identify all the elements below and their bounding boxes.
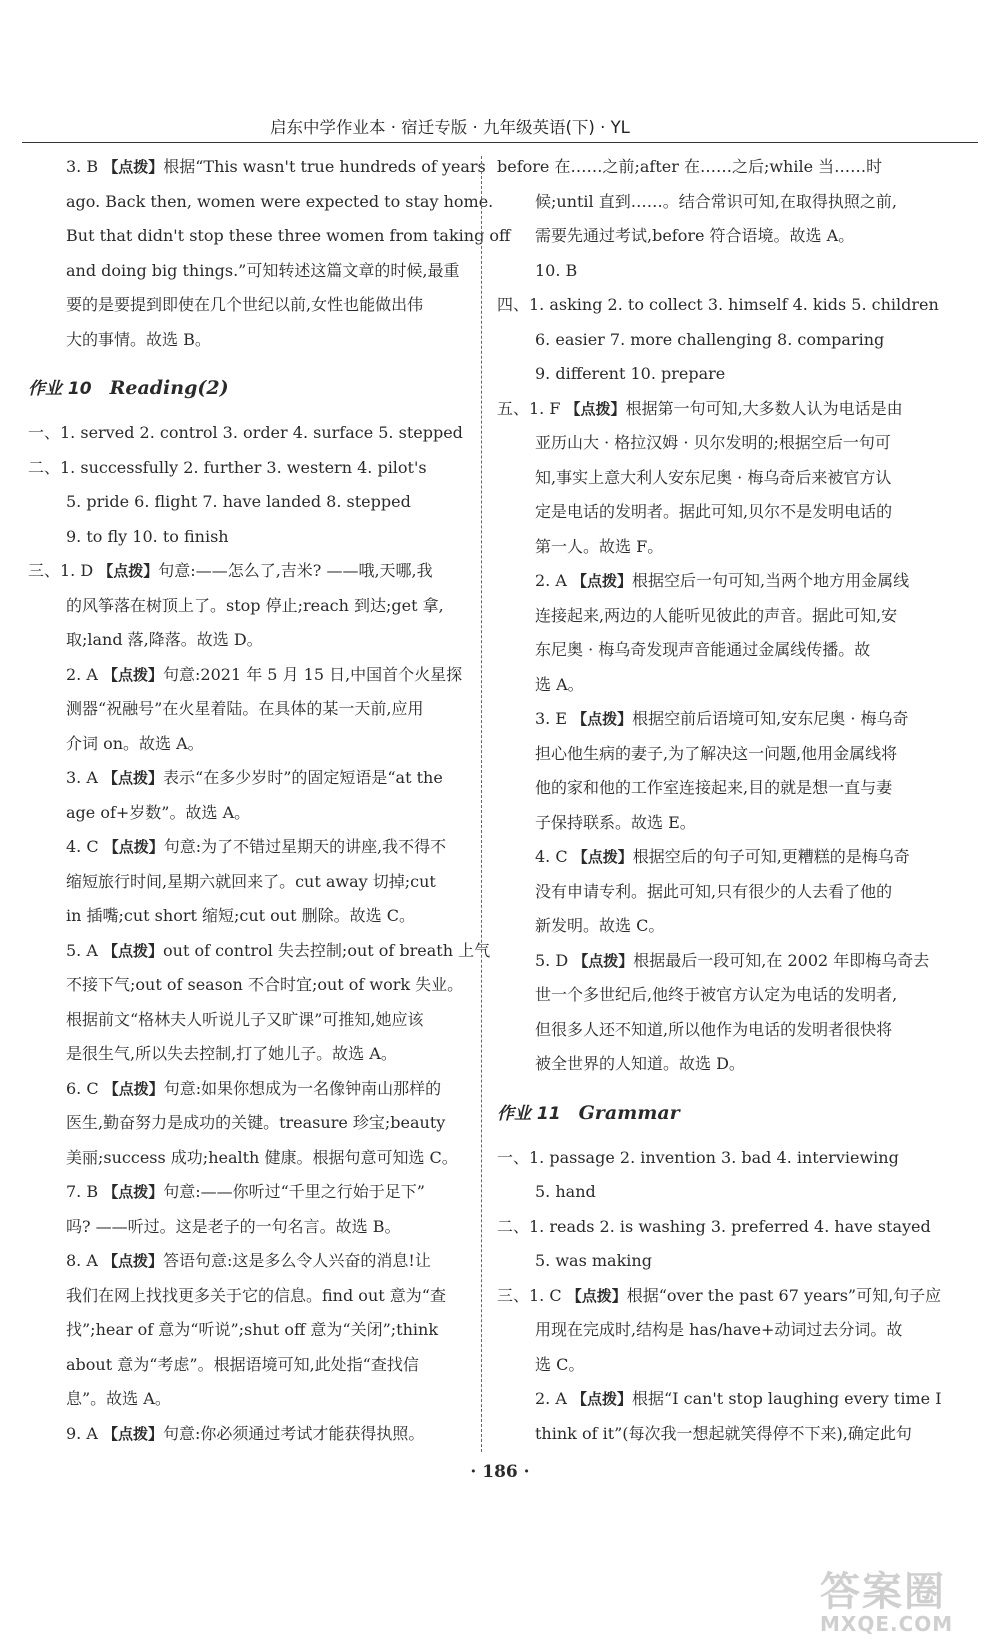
section-heading [28,371,468,406]
text-line: 子保持联系。故选 E。 [535,812,696,832]
book-title: 启东中学作业本 · 宿迁专版 · 九年级英语(下) · YL [270,118,630,137]
text-line: 5. pride 6. flight 7. have landed 8. stepped [66,492,411,511]
hint-tag: 【点拨】 [103,1424,164,1443]
answer-entry [497,392,939,565]
hint-tag: 【点拨】 [103,1183,164,1201]
text-line: ago. Back then, women were expected to stay home. [66,191,494,211]
text-line: 介词 on。故选 A。 [66,733,204,753]
text-line: 2. A 【点拨】根据空后一句可知,当两个地方用金属线 [535,571,910,590]
text-line: 不接下气;out of season 不合时宜;out of work 失业。 [66,975,464,994]
text-line: and doing big things.”可知转述这篇文章的时候,最重 [66,260,460,280]
hint-tag: 【点拨】 [103,1252,164,1270]
answer-entry [497,944,939,1082]
text-line: 5. D 【点拨】根据最后一段可知,在 2002 年即梅乌奇去 [535,950,930,970]
watermark-logo [820,1560,992,1648]
text-line: 二、1. reads 2. is washing 3. preferred 4. have stayed [497,1216,931,1236]
text-line: 取;land 落,降落。故选 D。 [66,630,263,649]
hint-tag: 【点拨】 [103,838,164,856]
text-line: 8. A 【点拨】答语句意:这是多么令人兴奋的消息!让 [66,1251,431,1270]
answer-entry [497,840,939,944]
answer-entry [28,1072,468,1176]
text-line: 选 C。 [535,1354,585,1374]
hint-tag: 【点拨】 [573,951,634,970]
text-line: 二、1. successfully 2. further 3. western 4. pilot's [28,457,427,477]
hint-tag: 【点拨】 [103,665,164,684]
text-line: 缩短旅行时间,星期六就回来了。cut away 切掉;cut [66,871,436,891]
text-line: 一、1. served 2. control 3. order 4. surface 5. stepped [28,423,463,442]
text-line: about 意为“考虑”。根据语境可知,此处指“查找信 [66,1354,419,1374]
text-line: 一、1. passage 2. invention 3. bad 4. interviewing [497,1147,899,1167]
answer-entry [28,830,468,934]
text-line: 找”;hear of 意为“听说”;shut off 意为“关闭”;think [66,1320,439,1339]
text-line: 2. A 【点拨】句意:2021 年 5 月 15 日,中国首个火星探 [66,664,463,684]
answer-entry [28,761,468,830]
text-line: 5. hand [535,1182,596,1201]
text-line: 9. A 【点拨】句意:你必须通过考试才能获得执照。 [66,1423,425,1443]
text-line: 三、1. D 【点拨】句意:——怎么了,吉米? ——哦,天哪,我 [28,561,433,580]
text-line: 6. C 【点拨】句意:如果你想成为一名像钟南山那样的 [66,1078,442,1098]
answer-entry [28,416,468,451]
text-line: 被全世界的人知道。故选 D。 [535,1054,745,1073]
section-title: Reading(2) [109,377,229,399]
column-divider [481,156,482,1452]
answer-entry [497,288,939,392]
answer-entry [497,254,939,289]
text-line: 6. easier 7. more challenging 8. comparing [535,329,885,349]
text-line: 5. was making [535,1251,652,1270]
text-line: 东尼奥 · 梅乌奇发现声音能通过金属线传播。故 [535,640,871,659]
text-line: 美丽;success 成功;health 健康。根据句意可知选 C。 [66,1147,458,1167]
hint-tag: 【点拨】 [98,562,159,580]
hint-tag: 【点拨】 [572,572,633,590]
text-line: 定是电话的发明者。据此可知,贝尔不是发明电话的 [535,502,893,521]
section-number: 作业 10 [28,379,92,399]
text-line: 用现在完成时,结构是 has/have+动词过去分词。故 [535,1320,903,1339]
answer-entry [497,1382,942,1451]
text-line: 5. A 【点拨】out of control 失去控制;out of breath 上气 [66,940,491,960]
text-line: 五、1. F 【点拨】根据第一句可知,大多数人认为电话是由 [497,398,903,418]
text-line: 3. E 【点拨】根据空前后语境可知,安东尼奥 · 梅乌奇 [535,709,909,728]
left-column [28,150,511,1451]
answer-entry [28,934,491,1072]
text-line: 第一人。故选 F。 [535,536,664,556]
page-header [0,104,1000,138]
text-line: before 在……之前;after 在……之后;while 当……时 [497,157,883,176]
text-line: 世一个多世纪后,他终于被官方认定为电话的发明者, [535,985,898,1004]
answer-entry [28,1175,468,1244]
text-line: 亚历山大 · 格拉汉姆 · 贝尔发明的;根据空后一句可 [535,433,891,452]
header-rule [22,142,978,143]
page-number: · 186 · [470,1462,530,1482]
text-line: 要的是要提到即使在几个世纪以前,女性也能做出伟 [66,295,424,314]
hint-tag: 【点拨】 [565,399,626,418]
text-line: 9. different 10. prepare [535,364,726,383]
answer-entry [28,1244,468,1417]
hint-tag: 【点拨】 [572,710,633,728]
text-line: 他的家和他的工作室连接起来,目的就是想一直与妻 [535,778,893,797]
answer-entry [497,702,939,840]
section-heading [497,1096,939,1131]
answer-entry [28,658,468,762]
text-line: 担心他生病的妻子,为了解决这一问题,他用金属线将 [535,743,898,763]
text-line: think of it”(每次我一想起就笑得停不下来),确定此句 [535,1423,912,1443]
answer-entry [28,451,468,555]
text-line: 没有申请专利。据此可知,只有很少的人去看了他的 [535,881,893,901]
answer-entry [28,1417,468,1452]
answer-entry [497,150,939,254]
text-line: 测器“祝融号”在火星着陆。在具体的某一天前,应用 [66,699,424,718]
text-line: 2. A 【点拨】根据“I can't stop laughing every time I [535,1389,942,1408]
text-line: 候;until 直到……。结合常识可知,在取得执照之前, [535,191,897,211]
answer-entry [28,150,511,357]
text-line: 3. A 【点拨】表示“在多少岁时”的固定短语是“at the [66,768,443,787]
hint-tag: 【点拨】 [566,1286,627,1305]
text-line: 吗? ——听过。这是老子的一句名言。故选 B。 [66,1216,401,1236]
text-line: 3. B 【点拨】根据“This wasn't true hundreds of years [66,157,486,176]
section-number: 作业 11 [497,1103,561,1124]
watermark-text: 答案圈 [820,1569,946,1615]
answer-entry [28,554,468,658]
text-line: 四、1. asking 2. to collect 3. himself 4. kids 5. children [497,295,939,314]
text-line: 9. to fly 10. to finish [66,526,229,546]
text-line: 医生,勤奋努力是成功的关键。treasure 珍宝;beauty [66,1113,446,1132]
text-line: in 插嘴;cut short 缩短;cut out 删除。故选 C。 [66,906,415,925]
hint-tag: 【点拨】 [572,1390,633,1408]
text-line: 新发明。故选 C。 [535,916,665,935]
hint-tag: 【点拨】 [103,941,164,960]
answer-entry [497,1141,939,1210]
answer-entry [497,1210,939,1279]
text-line: 根据前文“格林夫人听说儿子又旷课”可推知,她应该 [66,1009,424,1029]
answer-entry [497,1279,942,1383]
text-line: 需要先通过考试,before 符合语境。故选 A。 [535,226,855,245]
hint-tag: 【点拨】 [103,158,164,176]
watermark-url: MXQE.COM [820,1612,954,1636]
text-line: But that didn't stop these three women from taking off [66,226,511,245]
text-line: 但很多人还不知道,所以他作为电话的发明者很快将 [535,1019,893,1039]
text-line: 是很生气,所以失去控制,打了她儿子。故选 A。 [66,1044,397,1063]
text-line: 10. B [535,260,578,280]
text-line: 的风筝落在树顶上了。stop 停止;reach 到达;get 拿, [66,595,444,615]
text-line: 选 A。 [535,674,584,694]
text-line: 我们在网上找找更多关于它的信息。find out 意为“查 [66,1285,446,1305]
text-line: 大的事情。故选 B。 [66,329,211,349]
answer-entry [497,564,939,702]
hint-tag: 【点拨】 [103,1079,164,1098]
text-line: 7. B 【点拨】句意:——你听过“千里之行始于足下” [66,1182,425,1201]
text-line: 连接起来,两边的人能听见彼此的声音。据此可知,安 [535,605,898,625]
section-title: Grammar [578,1101,680,1124]
text-line: 4. C 【点拨】根据空后的句子可知,更糟糕的是梅乌奇 [535,847,910,866]
right-column [497,150,942,1451]
text-line: 三、1. C 【点拨】根据“over the past 67 years”可知,句子应 [497,1285,942,1305]
text-line: age of+岁数”。故选 A。 [66,802,251,822]
text-line: 4. C 【点拨】句意:为了不错过星期天的讲座,我不得不 [66,837,447,856]
hint-tag: 【点拨】 [572,848,633,866]
text-line: 知,事实上意大利人安东尼奥 · 梅乌奇后来被官方认 [535,467,892,487]
text-line: 息”。故选 A。 [66,1389,171,1408]
hint-tag: 【点拨】 [103,769,164,787]
